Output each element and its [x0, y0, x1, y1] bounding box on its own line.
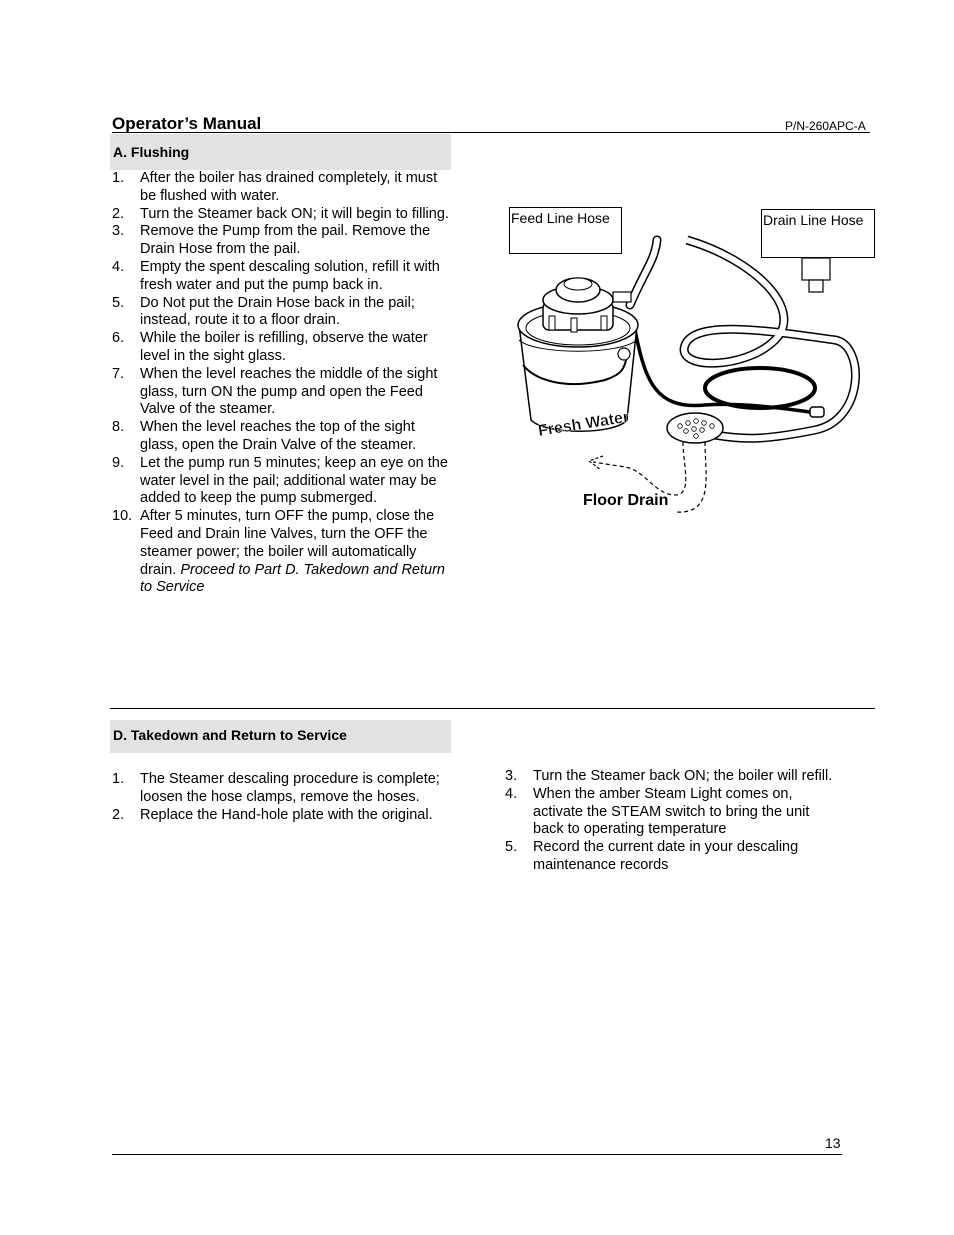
list-item: 7. When the level reaches the middle of the sight glass, turn ON the pump and open the Feed Valve of the steamer.: [112, 365, 438, 418]
cross-reference: Proceed to Part D. Takedown and Return to Service: [140, 561, 445, 596]
list-item: 2. Turn the Steamer back ON; it will begin to filling.: [112, 205, 449, 222]
list-item: 6. While the boiler is refilling, observe the water level in the sight glass.: [112, 330, 428, 364]
list-item: 3. Remove the Pump from the pail. Remove the Drain Hose from the pail.: [112, 223, 431, 258]
list-item: 5. Do Not put the Drain Hose back in the pail; instead, route it to a floor drain.: [112, 294, 415, 329]
part-number: P/N-260APC-A: [785, 119, 866, 133]
page-number: 13: [825, 1135, 841, 1151]
list-item: 1. The Steamer descaling procedure is complete; loosen the hose clamps, remove the hoses.: [112, 771, 440, 805]
flushing-illustration: [505, 230, 875, 520]
list-item: 4. Empty the spent descaling solution, refill it with fresh water and put the pump back in.: [112, 258, 440, 293]
footer-rule: [112, 1154, 842, 1155]
section-d-steps-left: [112, 771, 442, 824]
manual-title: Operator’s Manual: [112, 114, 262, 133]
section-a-heading: A. Flushing: [110, 134, 451, 170]
drain-line-hose-callout: Drain Line Hose: [761, 209, 875, 258]
list-item: 2. Replace the Hand-hole plate with the original.: [112, 806, 433, 823]
header-rule: [112, 132, 870, 133]
bucket-label: Fresh Water: [536, 408, 631, 440]
list-item: 3. Turn the Steamer back ON; the boiler will refill.: [505, 768, 833, 784]
section-a-steps: [112, 170, 454, 597]
list-item: 8. When the level reaches the top of the sight glass, open the Drain Valve of the steamer.: [112, 419, 417, 453]
section-divider: [110, 708, 875, 709]
list-item: 5. Record the current date in your descaling maintenance records: [505, 839, 799, 873]
list-item: 1. After the boiler has drained completely, it must be flushed with water.: [112, 170, 438, 204]
feed-line-hose-callout: Feed Line Hose: [509, 207, 622, 254]
section-d-steps-right: [505, 768, 835, 875]
section-d-heading: D. Takedown and Return to Service: [110, 720, 451, 753]
list-item: 10. After 5 minutes, turn OFF the pump, close the Feed and Drain line Valves, turn the OFF the steamer power; the boiler will automatically drain. Proceed to Part D. Takedown and Return to Service: [112, 508, 445, 596]
floor-drain-label: Floor Drain: [583, 492, 669, 509]
list-item: 9. Let the pump run 5 minutes; keep an eye on the water level in the pail; additional water may be added to keep the pump submerged.: [112, 454, 448, 507]
list-item: 4. When the amber Steam Light comes on, activate the STEAM switch to bring the unit back to operating temperature: [505, 785, 810, 838]
